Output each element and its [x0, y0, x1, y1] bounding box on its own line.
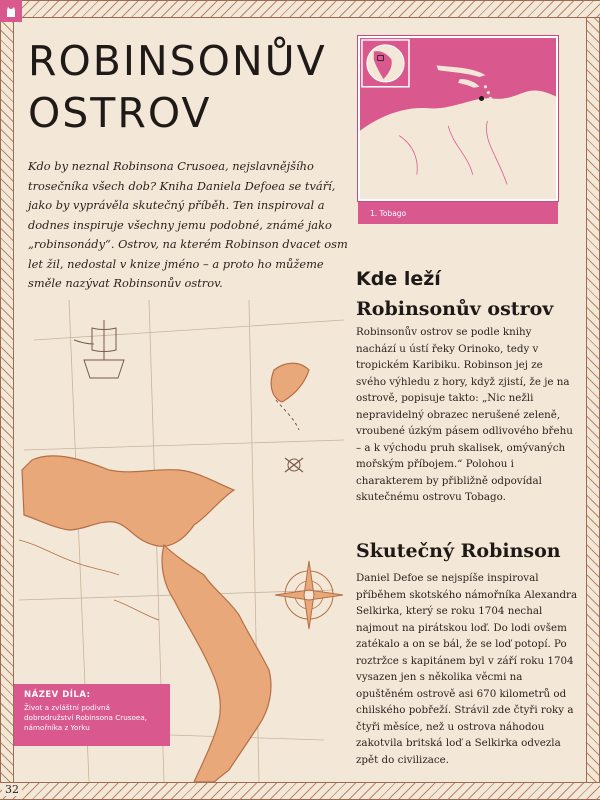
- skull-crossbones-icon: [272, 456, 290, 474]
- page-number: 32: [2, 783, 22, 796]
- top-border: [0, 0, 600, 18]
- real-robinson-heading: Skutečný Robinson: [356, 540, 561, 562]
- where-heading-line-2: Robinsonův ostrov: [356, 298, 554, 320]
- book-label: NÁZEV DÍLA:: [24, 690, 91, 700]
- where-body: Robinsonův ostrov se podle knihy nachází u ústí řeky Orinoko, tedy v tropickém Karibiku. Robinson jej ze svého výhledu z hory, když zjistí, že je na ostrově, popisuje takto: „Nic nežli nepravidelný obrazec nerušené zeleně, vroubené úzkým pásem odlivového břehu – a k východu pruh skalisek, omývaných mořským příbojem.“ Polohou i charakterem by přibližně odpovídal skutečnému ostrovu Tobago.: [356, 326, 573, 503]
- right-border: [586, 18, 600, 782]
- bottom-border: [0, 782, 600, 800]
- real-robinson-body: Daniel Defoe se nejspíše inspiroval příběhem skotského námořníka Alexandra Selkirka, který se roku 1704 nechal najmout na pirátskou loď. Do lodi ovšem zatékalo a on se bál, že se loď potopí. Po roztržce s kapitánem byl v září roku 1704 vysazen jen s několika věcmi na opuštěném ostrově asi 670 kilometrů od chilského pobřeží. Strávil zde čtyři roky a čtyři měsíce, než u ostrova náhodou zakotvila britská loď a Selkirka odvezla zpět do civilizace.: [356, 572, 578, 766]
- compass-rose-icon: [280, 566, 340, 626]
- ship-icon: [62, 330, 132, 400]
- title-line-1: ROBINSONŮV: [28, 37, 327, 85]
- book-title: Život a zvláštní podivná dobrodružství Robinsona Crusoea, námořníka z Yorku: [24, 703, 148, 732]
- left-border: [0, 18, 14, 782]
- book-title-box: [14, 684, 170, 746]
- page-title: [28, 35, 358, 139]
- cat-icon: [0, 0, 22, 22]
- title-line-2: OSTROV: [28, 89, 212, 137]
- where-heading-line-1: Kde leží: [356, 268, 441, 290]
- inset-locator-map: [358, 36, 558, 201]
- intro-paragraph: Kdo by neznal Robinsona Crusoea, nejslavnějšího trosečníka všech dob? Kniha Daniela Defoea se tváří, jako by vyprávěla skutečný příběh. Ten inspiroval a dodnes inspiruje všechny jemu podobné, známé jako „robinsonády“. Ostrov, na kterém Robinson dvacet osm let žil, nedostal v knize jméno – a proto ho můžeme směle nazývat Robinsonův ostrov.: [28, 159, 348, 290]
- inset-caption: 1. Tobago: [358, 202, 558, 224]
